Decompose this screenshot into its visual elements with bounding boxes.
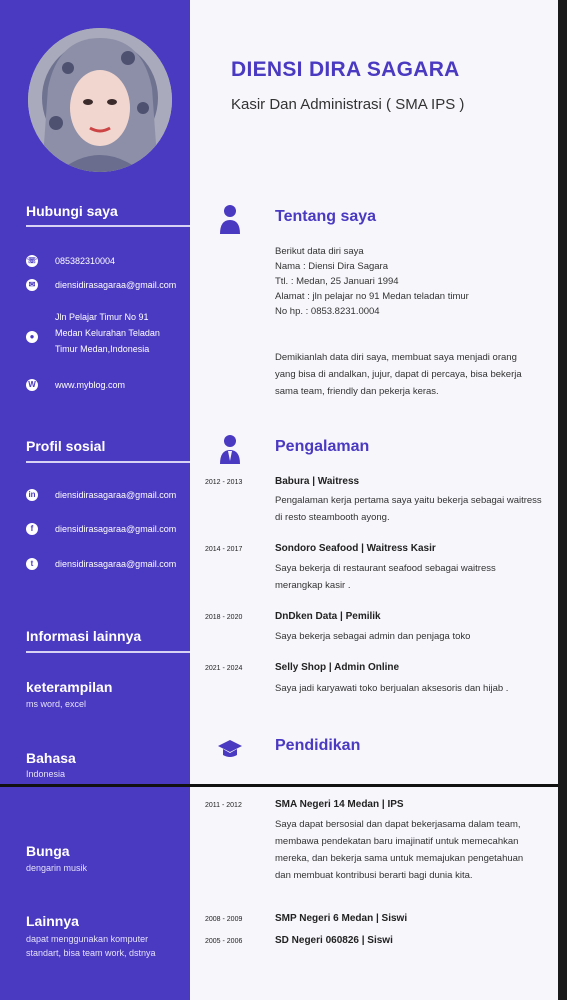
social-text[interactable]: diensidirasagaraa@gmail.com bbox=[55, 524, 177, 534]
language-text: Indonesia bbox=[26, 769, 66, 779]
website-text[interactable]: www.myblog.com bbox=[55, 380, 126, 390]
experience-years: 2012 - 2013 bbox=[205, 479, 243, 486]
education-years: 2011 - 2012 bbox=[205, 802, 242, 809]
experience-desc: Saya bekerja sebagai admin dan penjaga toko bbox=[275, 631, 471, 642]
education-school: SMP Negeri 6 Medan | Siswi bbox=[275, 913, 408, 924]
experience-years: 2018 - 2020 bbox=[205, 614, 243, 621]
education-title: Pendidikan bbox=[275, 737, 361, 754]
social-item[interactable] bbox=[26, 556, 190, 572]
hobby-title: Bunga bbox=[26, 843, 70, 859]
misc-text: dapat menggunakan komputer standart, bisa team work, dstnya bbox=[26, 934, 156, 958]
contact-title: Hubungi saya bbox=[26, 203, 118, 219]
experience-years: 2014 - 2017 bbox=[205, 546, 243, 553]
email-icon: ✉ bbox=[26, 279, 38, 291]
social-item[interactable] bbox=[26, 521, 190, 537]
social-item[interactable] bbox=[26, 487, 190, 503]
linkedin-icon: in bbox=[26, 489, 38, 501]
about-details bbox=[275, 244, 469, 319]
profile-photo bbox=[28, 28, 172, 172]
education-school: SMA Negeri 14 Medan | IPS bbox=[275, 799, 404, 810]
social-text[interactable]: diensidirasagaraa@gmail.com bbox=[55, 490, 177, 500]
experience-role: DnDken Data | Pemilik bbox=[275, 611, 381, 622]
phone-icon: ☏ bbox=[26, 256, 37, 265]
skills-title: keterampilan bbox=[26, 679, 113, 695]
full-name: DIENSI DIRA SAGARA bbox=[231, 58, 460, 81]
social-title: Profil sosial bbox=[26, 438, 106, 454]
experience-desc: Saya jadi karyawati toko berjualan aksesoris dan hijab . bbox=[275, 683, 509, 694]
globe-icon: W bbox=[26, 379, 38, 391]
social-text[interactable]: diensidirasagaraa@gmail.com bbox=[55, 559, 177, 569]
education-years: 2008 - 2009 bbox=[205, 916, 243, 923]
language-title: Bahasa bbox=[26, 750, 76, 766]
about-line: Ttl. : Medan, 25 Januari 1994 bbox=[275, 276, 399, 287]
contact-phone bbox=[26, 253, 190, 269]
person-icon bbox=[218, 204, 242, 234]
contact-address bbox=[26, 309, 190, 357]
social-divider bbox=[26, 461, 190, 463]
work-person-icon bbox=[218, 434, 242, 464]
experience-title: Pengalaman bbox=[275, 438, 370, 455]
education-school: SD Negeri 060826 | Siswi bbox=[275, 935, 393, 946]
misc-title: Lainnya bbox=[26, 913, 79, 929]
contact-divider bbox=[26, 225, 190, 227]
about-summary: Demikianlah data diri saya, membuat saya menjadi orang yang bisa di andalkan, jujur, dapat di percaya, bisa bekerja sama team, friendly dan pekerja keras. bbox=[275, 352, 522, 397]
facebook-icon: f bbox=[26, 523, 38, 535]
graduation-cap-icon bbox=[218, 736, 242, 766]
about-line: Alamat : jln pelajar no 91 Medan teladan timur bbox=[275, 291, 469, 302]
education-desc: Saya dapat bersosial dan dapat bekerjasama dalam team, membawa pendekatan baru imajinatif untuk memecahkan mereka, dan bekerja sama untuk memajukan pengetahuan dan membuat kontribusi berarti bagi dunia kita. bbox=[275, 819, 524, 881]
experience-role: Sondoro Seafood | Waitress Kasir bbox=[275, 543, 436, 554]
profile-photo-graphic bbox=[28, 28, 172, 172]
address-text: Jln Pelajar Timur No 91 Medan Kelurahan Teladan Timur Medan,Indonesia bbox=[55, 312, 160, 354]
job-role: Kasir Dan Administrasi ( SMA IPS ) bbox=[231, 96, 465, 113]
contact-email[interactable] bbox=[26, 277, 190, 293]
experience-years: 2021 - 2024 bbox=[205, 665, 243, 672]
about-line: Nama : Diensi Dira Sagara bbox=[275, 261, 388, 272]
skills-text: ms word, excel bbox=[26, 699, 87, 709]
page-break-divider bbox=[0, 784, 558, 787]
experience-role: Selly Shop | Admin Online bbox=[275, 662, 400, 673]
about-line: Berikut data diri saya bbox=[275, 246, 364, 257]
experience-desc: Pengalaman kerja pertama saya yaitu bekerja sebagai waitress di resto steambooth ayong. bbox=[275, 495, 542, 523]
location-icon: ● bbox=[26, 331, 38, 343]
experience-desc: Saya bekerja di restaurant seafood sebagai waitress merangkap kasir . bbox=[275, 563, 496, 591]
experience-role: Babura | Waitress bbox=[275, 476, 360, 487]
twitter-icon: t bbox=[26, 558, 38, 570]
contact-website[interactable] bbox=[26, 377, 190, 393]
other-info-divider bbox=[26, 651, 190, 653]
phone-text: 085382310004 bbox=[55, 256, 116, 266]
sidebar bbox=[0, 0, 190, 1000]
about-line: No hp. : 0853.8231.0004 bbox=[275, 306, 380, 317]
email-text[interactable]: diensidirasagaraa@gmail.com bbox=[55, 280, 177, 290]
other-info-title: Informasi lainnya bbox=[26, 628, 142, 644]
education-years: 2005 - 2006 bbox=[205, 938, 243, 945]
hobby-text: dengarin musik bbox=[26, 863, 88, 873]
about-title: Tentang saya bbox=[275, 208, 377, 225]
